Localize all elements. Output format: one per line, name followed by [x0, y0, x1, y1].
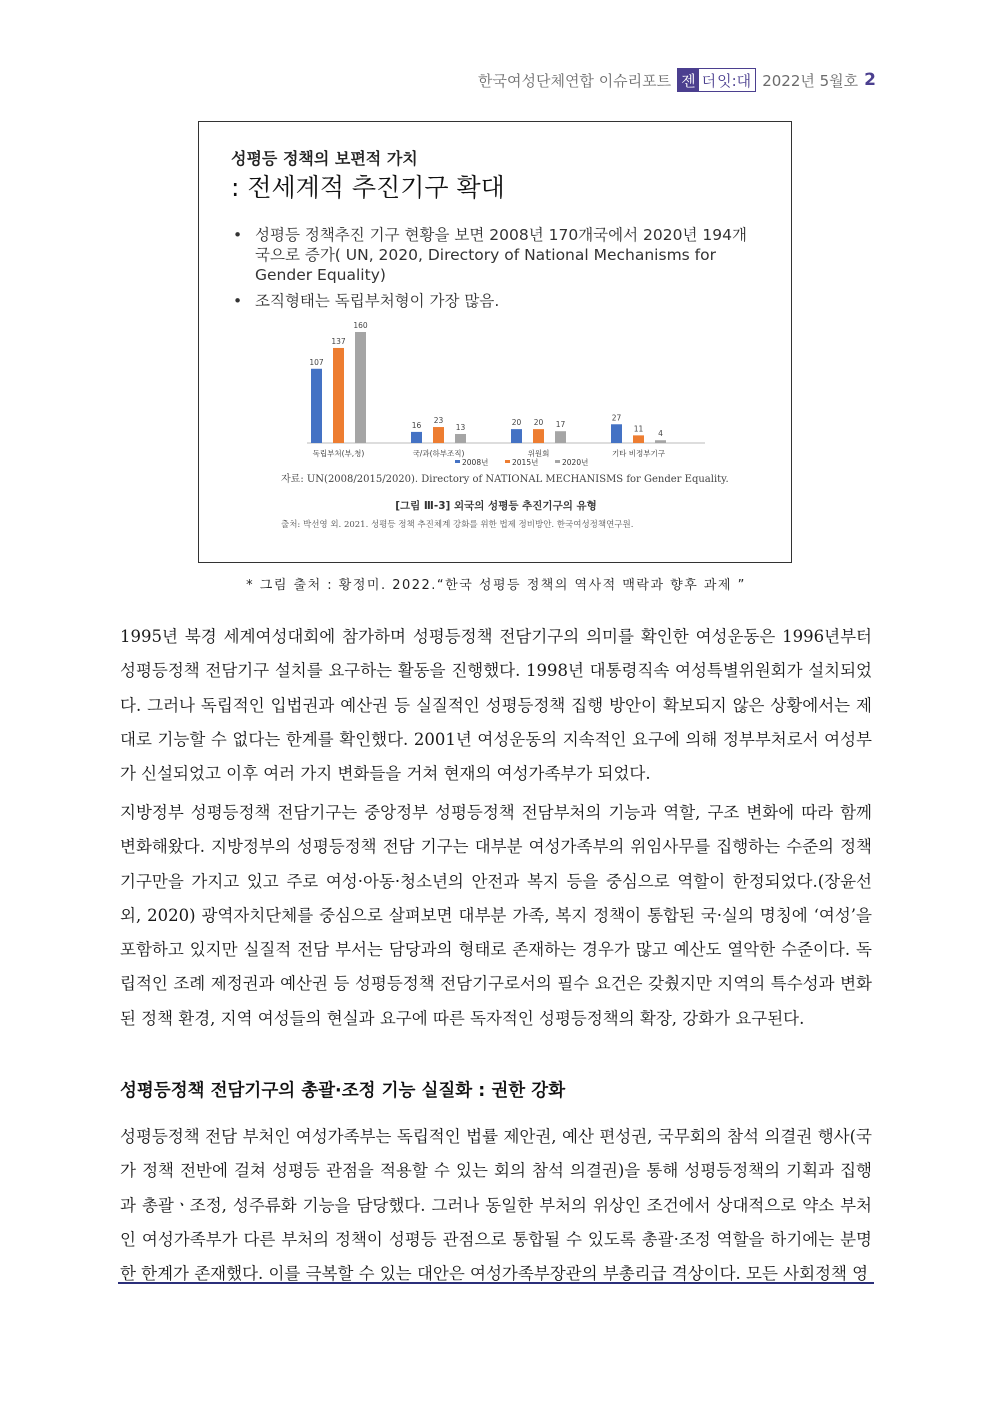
bar-value-label: 160 [353, 321, 368, 330]
brand-part1: 젠 [678, 69, 699, 91]
bar-value-label: 137 [331, 336, 346, 346]
bar-1-0 [411, 432, 422, 443]
figure-bullet: • 조직형태는 독립부처형이 가장 많음. [231, 291, 761, 311]
bar-value-label: 23 [433, 416, 444, 426]
page-number: 2 [864, 70, 876, 90]
figure-caption: [그림 Ⅲ-3] 외국의 성평등 추진기구의 유형 [395, 500, 597, 512]
bar-3-1 [633, 435, 644, 443]
bar-value-label: 20 [533, 418, 544, 428]
bar-value-label: 20 [511, 418, 522, 428]
page-header [478, 66, 876, 94]
image-source-note: * 그림 출처 : 황정미. 2022.“한국 성평등 정책의 역사적 맥락과 향후 과제 ” [246, 578, 746, 593]
bar-chart [307, 320, 727, 470]
legend-label: 2020년 [562, 458, 589, 467]
figure-slide [198, 121, 792, 563]
bar-value-label: 17 [555, 420, 566, 430]
figure-source: 자료: UN(2008/2015/2020). Directory of NATIONAL MECHANISMS for Gender Equality. [281, 474, 729, 485]
issue-date: 2022년 5월호 [762, 71, 859, 90]
publisher-name: 한국여성단체연합 이슈리포트 [478, 71, 672, 90]
figure-subtitle: 성평등 정책의 보편적 가치 [231, 149, 418, 168]
brand-part3: 잇:대 [717, 71, 752, 90]
bar-0-0 [311, 369, 322, 443]
brand-part2: 더 [701, 71, 717, 90]
body-paragraph-1: 1995년 북경 세계여성대회에 참가하며 성평등정책 전담기구의 의미를 확인한 여성운동은 1996년부터 성평등정책 전담기구 설치를 요구하는 활동을 진행했다. 1998년 대통령직속 여성특별위원회가 설치되었다. 그러나 독립적인 입법권과 예산권 등 실질적인 성평등정책 집행 방안이 확보되지 않은 상황에서는 제대로 기능할 수 없다는 한계를 확인했다. 2001년 여성운동의 지속적인 요구에 의해 정부부처로서 여성부가 신설되었고 이후 여러 가지 변화들을 거쳐 현재의 여성가족부가 되었다. [120, 627, 872, 784]
bar-1-1 [433, 427, 444, 443]
brand-logo [677, 68, 756, 92]
legend-label: 2015년 [512, 458, 539, 467]
bottom-rule [118, 1282, 874, 1284]
bar-3-0 [611, 424, 622, 443]
bar-1-2 [455, 434, 466, 443]
legend-swatch [555, 460, 560, 463]
category-label: 국/과(하부조직) [412, 449, 465, 458]
bar-2-0 [511, 429, 522, 443]
figure-credit: 출처: 박선영 외. 2021. 성평등 정책 추진체계 강화를 위한 법제 정비방안. 한국여성정책연구원. [281, 520, 634, 530]
bar-value-label: 16 [411, 420, 422, 430]
body-paragraph-3: 성평등정책 전담 부처인 여성가족부는 독립적인 법률 제안권, 예산 편성권, 국무회의 참석 의결권 행사(국가 정책 전반에 걸쳐 성평등 관점을 적용할 수 있는 회의 참석 의결권)을 통해 성평등정책의 기획과 집행과 총괄ㆍ조정, 성주류화 기능을 담당했다. 그러나 동일한 부처의 위상인 조건에서 상대적으로 약소 부처인 여성가족부가 다른 부처의 정책이 성평등 관점으로 통합될 수 있도록 총괄·조정 역할을 하기에는 분명한 한계가 존재했다. 이를 극복할 수 있는 대안은 여성가족부장관의 부총리급 격상이다. 모든 사회정책 영 [120, 1127, 872, 1284]
bar-value-label: 107 [309, 357, 324, 367]
bar-0-1 [333, 348, 344, 443]
bar-value-label: 27 [611, 413, 622, 423]
category-label: 위원회 [527, 449, 550, 458]
body-paragraph-2: 지방정부 성평등정책 전담기구는 중앙정부 성평등정책 전담부처의 기능과 역할, 구조 변화에 따라 함께 변화해왔다. 지방정부의 성평등정책 전담 기구는 대부분 여성가족부의 위임사무를 집행하는 수준의 정책 기구만을 가지고 있고 주로 여성·아동·청소년의 안전과 복지 등을 중심으로 역할이 한정되었다.(장윤선 외, 2020) 광역자치단체를 중심으로 살펴보면 대부분 가족, 복지 정책이 통합된 국·실의 명칭에 ‘여성’을 포함하고 있지만 실질적 전담 부서는 담당과의 형태로 존재하는 경우가 많고 예산도 열악한 수준이다. 독립적인 조례 제정권과 예산권 등 성평등정책 전담기구로서의 필수 요건은 갖췄지만 지역의 특수성과 변화된 정책 환경, 지역 여성들의 현실과 요구에 따른 독자적인 성평등정책의 확장, 강화가 요구된다. [120, 803, 872, 1028]
section-heading: 성평등정책 전담기구의 총괄·조정 기능 실질화 : 권한 강화 [120, 1081, 566, 1101]
bar-2-2 [555, 431, 566, 443]
category-label: 기타 비정부기구 [611, 449, 666, 458]
bar-3-2 [655, 440, 666, 443]
bar-value-label: 4 [658, 429, 663, 439]
bar-value-label: 11 [633, 424, 644, 434]
figure-title: : 전세계적 추진기구 확대 [231, 173, 505, 202]
legend-swatch [455, 460, 460, 463]
figure-bullet-list [231, 225, 761, 317]
legend-swatch [505, 460, 510, 463]
bar-0-2 [355, 332, 366, 443]
category-label: 독립부처(부,청) [312, 449, 365, 458]
figure-bullet: • 성평등 정책추진 기구 현황을 보면 2008년 170개국에서 2020년 194개국으로 증가( UN, 2020, Directory of National Mechanisms for Gender Equality) [231, 225, 761, 285]
bar-2-1 [533, 429, 544, 443]
bar-value-label: 13 [455, 422, 466, 432]
legend-label: 2008년 [462, 458, 489, 467]
